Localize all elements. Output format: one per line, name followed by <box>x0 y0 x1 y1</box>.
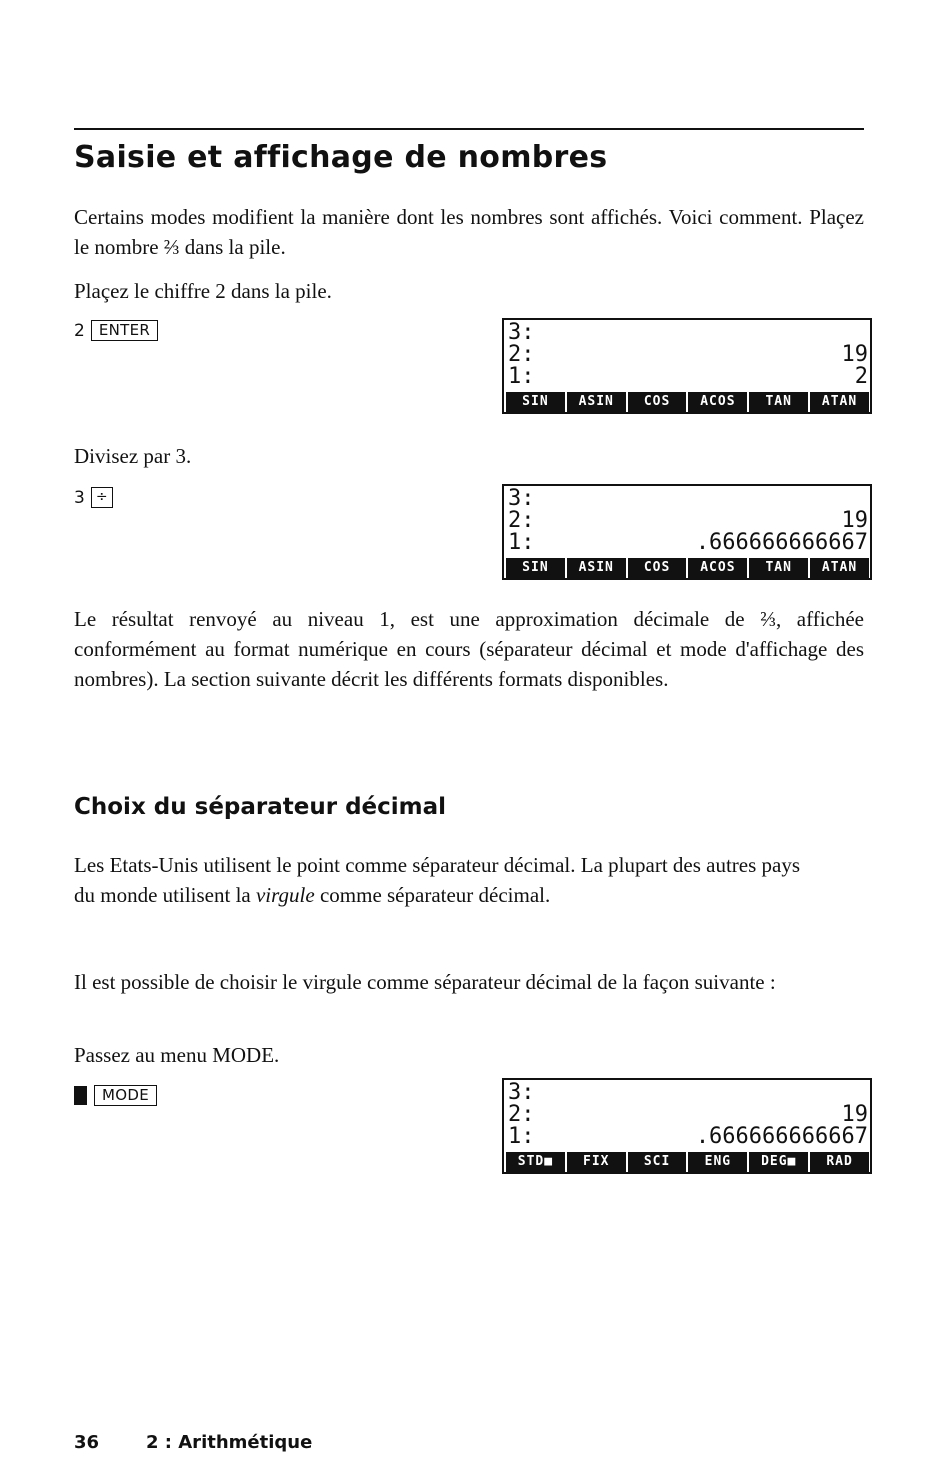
softkey-tan[interactable]: TAN <box>749 558 808 578</box>
divide-key[interactable]: ÷ <box>91 487 113 508</box>
softkey-menu <box>504 558 870 578</box>
step1-text: Plaçez le chiffre 2 dans la pile. <box>74 279 332 303</box>
calculator-screen-1 <box>502 318 872 414</box>
softkey-cos[interactable]: COS <box>628 392 687 412</box>
softkey-asin[interactable]: ASIN <box>567 392 626 412</box>
header-rule <box>74 128 864 130</box>
softkey-acos[interactable]: ACOS <box>688 392 747 412</box>
page-number: 36 <box>74 1432 100 1453</box>
choice-paragraph: Il est possible de choisir le virgule comme séparateur décimal de la façon suivante : <box>74 970 776 994</box>
emphasis-virgule: virgule <box>255 883 315 907</box>
softkey-fix[interactable]: FIX <box>567 1152 626 1172</box>
softkey-cos[interactable]: COS <box>628 558 687 578</box>
stack-level-3: 3: <box>508 486 535 511</box>
calculator-screen-3 <box>502 1078 872 1174</box>
softkey-atan[interactable]: ATAN <box>810 392 869 412</box>
softkey-tan[interactable]: TAN <box>749 392 808 412</box>
chapter-title: 2 : Arithmétique <box>146 1432 313 1453</box>
softkey-rad[interactable]: RAD <box>810 1152 869 1172</box>
result-paragraph: Le résultat renvoyé au niveau 1, est une approximation décimale de ⅔, affichée conformément au format numérique en cours (séparateur décimal et mode d'affichage des nombres). La section suivante décrit les différents formats disponibles. <box>74 607 864 691</box>
stack-level-1: 1: 2 <box>508 364 868 389</box>
softkey-sin[interactable]: SIN <box>506 558 565 578</box>
softkey-std[interactable]: STD■ <box>506 1152 565 1172</box>
step3-keystrokes <box>74 1085 157 1106</box>
stack-level-3: 3: <box>508 320 535 345</box>
stack-level-3: 3: <box>508 1080 535 1105</box>
enter-key[interactable]: ENTER <box>91 320 158 341</box>
separator-paragraph: Les Etats-Unis utilisent le point comme séparateur décimal. La plupart des autres pays du monde utilisent la virgule comme séparateur décimal. <box>74 853 801 907</box>
page-footer <box>74 1432 312 1453</box>
section-title: Saisie et affichage de nombres <box>74 140 608 175</box>
left-shift-key-icon[interactable] <box>74 1086 87 1105</box>
stack-level-2: 2: 19 <box>508 1102 868 1127</box>
step1-keystrokes <box>74 320 158 341</box>
softkey-asin[interactable]: ASIN <box>567 558 626 578</box>
subsection-title: Choix du séparateur décimal <box>74 794 447 820</box>
step2-text: Divisez par 3. <box>74 444 192 468</box>
stack-level-2: 2: 19 <box>508 508 868 533</box>
softkey-menu <box>504 392 870 412</box>
stack-level-2: 2: 19 <box>508 342 868 367</box>
step2-keystrokes <box>74 487 113 508</box>
calculator-screen-2 <box>502 484 872 580</box>
keystroke-digit: 2 <box>74 320 85 341</box>
mode-key[interactable]: MODE <box>94 1085 157 1106</box>
step3-text: Passez au menu MODE. <box>74 1043 280 1067</box>
softkey-atan[interactable]: ATAN <box>810 558 869 578</box>
intro-paragraph: Certains modes modifient la manière dont les nombres sont affichés. Voici comment. Plaçez le nombre ⅔ dans la pile. <box>74 205 864 259</box>
softkey-menu <box>504 1152 870 1172</box>
softkey-sci[interactable]: SCI <box>628 1152 687 1172</box>
softkey-eng[interactable]: ENG <box>688 1152 747 1172</box>
stack-level-1: 1: .666666666667 <box>508 1124 868 1149</box>
keystroke-digit: 3 <box>74 487 85 508</box>
softkey-acos[interactable]: ACOS <box>688 558 747 578</box>
stack-level-1: 1: .666666666667 <box>508 530 868 555</box>
softkey-sin[interactable]: SIN <box>506 392 565 412</box>
softkey-deg[interactable]: DEG■ <box>749 1152 808 1172</box>
